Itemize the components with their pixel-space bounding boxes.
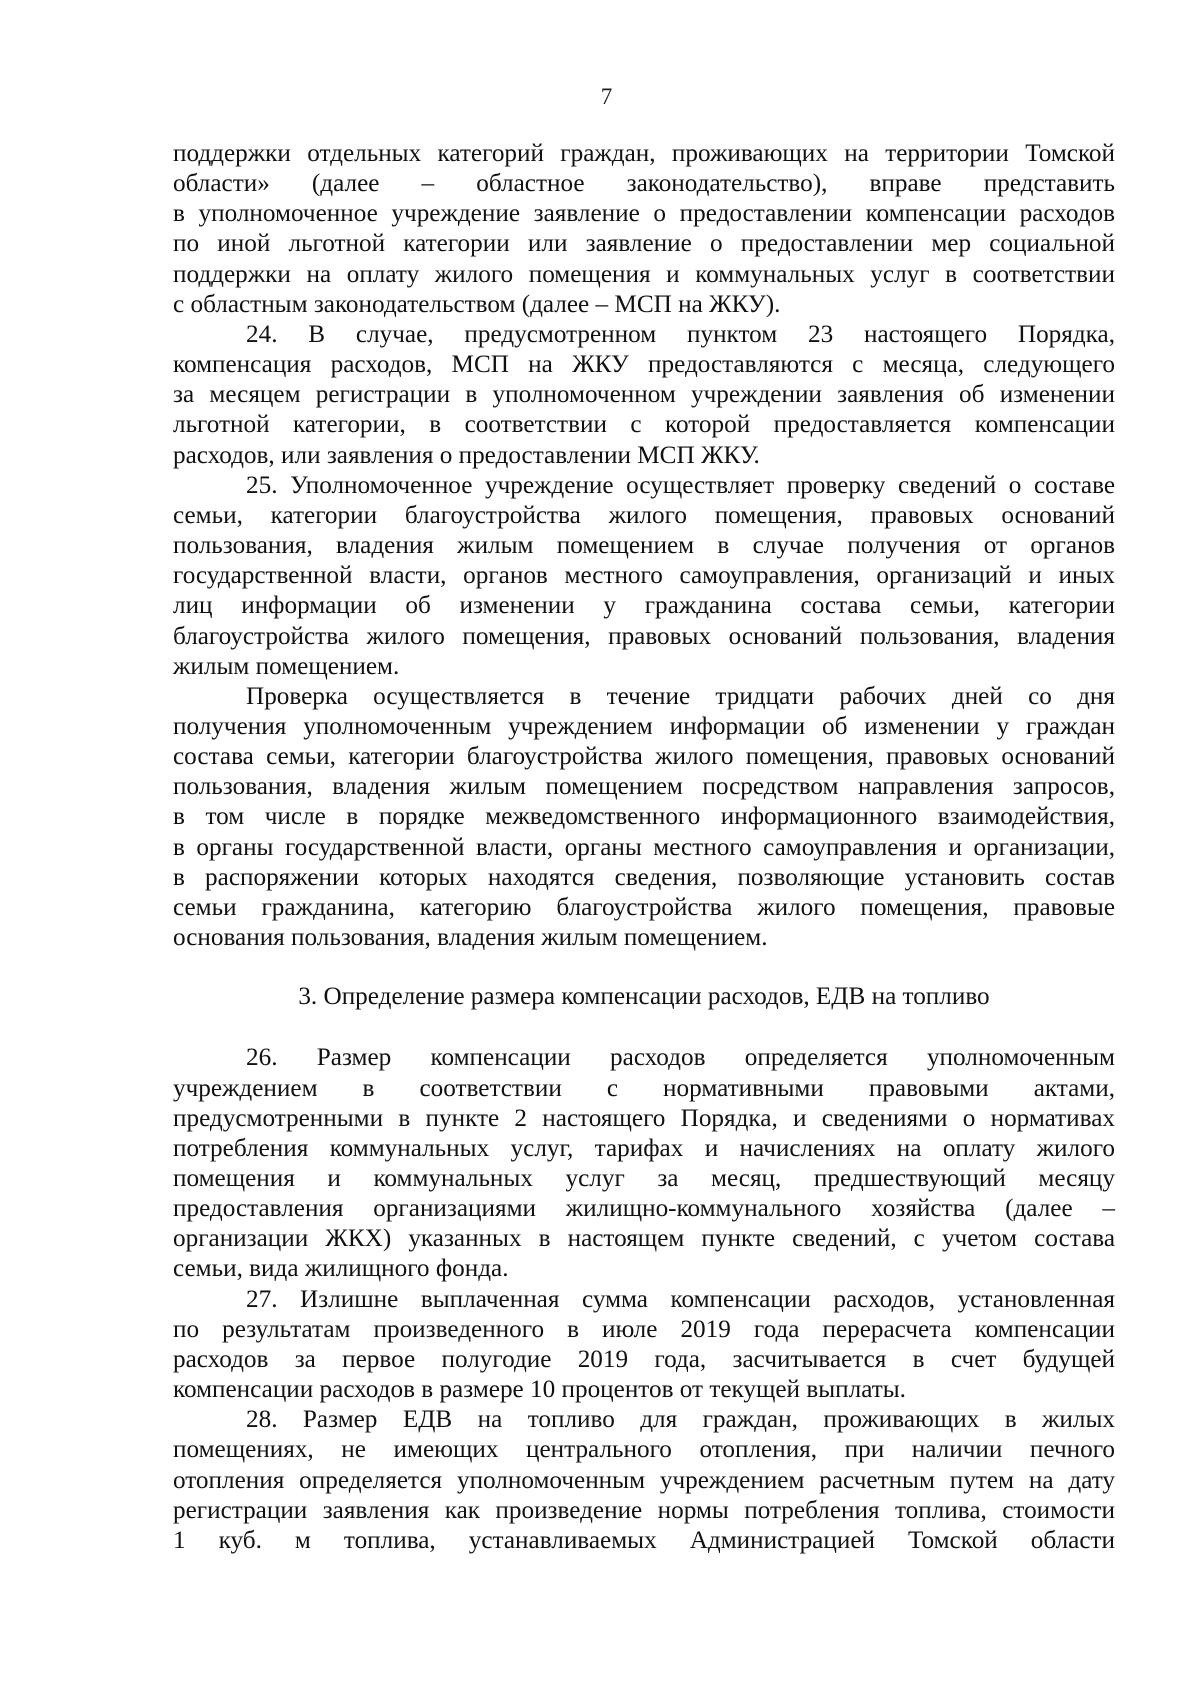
text-line: по результатам произведенного в июле 2019 года перерасчета компенсации xyxy=(173,1315,1115,1343)
text-line: Проверка осуществляется в течение тридцати рабочих дней со дня xyxy=(246,682,1115,710)
text-line: пользования, владения жилым помещением посредством направления запросов, xyxy=(173,773,1115,801)
text-line: основания пользования, владения жилым помещением. xyxy=(173,924,768,952)
text-line: 24. В случае, предусмотренном пунктом 23 настоящего Порядка, xyxy=(246,320,1115,348)
text-line: 25. Уполномоченное учреждение осуществляет проверку сведений о составе xyxy=(246,471,1115,499)
text-line: 26. Размер компенсации расходов определяется уполномоченным xyxy=(246,1044,1115,1072)
text-line: расходов за первое полугодие 2019 года, засчитывается в счет будущей xyxy=(173,1345,1115,1373)
text-line: государственной власти, органов местного самоуправления, организаций и иных xyxy=(173,562,1115,590)
text-line: компенсация расходов, МСП на ЖКУ предоставляются с месяца, следующего xyxy=(173,351,1115,379)
text-line: 1 куб. м топлива, устанавливаемых Администрацией Томской области xyxy=(173,1526,1115,1554)
text-line: 28. Размер ЕДВ на топливо для граждан, проживающих в жилых xyxy=(246,1406,1115,1434)
text-line: поддержки отдельных категорий граждан, проживающих на территории Томской xyxy=(173,140,1115,167)
text-line: предусмотренными в пункте 2 настоящего Порядка, и сведениями о нормативах xyxy=(173,1104,1115,1132)
text-line: благоустройства жилого помещения, правовых оснований пользования, владения xyxy=(173,622,1115,650)
text-line: учреждением в соответствии с нормативными правовыми актами, xyxy=(173,1074,1115,1102)
text-line: жилым помещением. xyxy=(173,652,400,680)
text-line: регистрации заявления как произведение нормы потребления топлива, стоимости xyxy=(173,1496,1115,1524)
text-line: 27. Излишне выплаченная сумма компенсации расходов, установленная xyxy=(246,1285,1115,1313)
text-line: семьи гражданина, категорию благоустройства жилого помещения, правовые xyxy=(173,893,1115,921)
text-line: по иной льготной категории или заявление о предоставлении мер социальной xyxy=(173,230,1115,258)
text-line: пользования, владения жилым помещением в случае получения от органов xyxy=(173,532,1115,560)
text-line: расходов, или заявления о предоставлении МСП ЖКУ. xyxy=(173,441,760,469)
text-line: семьи, вида жилищного фонда. xyxy=(173,1255,509,1283)
text-line: предоставления организациями жилищно-коммунального хозяйства (далее – xyxy=(173,1195,1115,1223)
text-line: отопления определяется уполномоченным учреждением расчетным путем на дату xyxy=(173,1466,1115,1494)
text-line: в органы государственной власти, органы местного самоуправления и организации, xyxy=(173,833,1115,861)
text-line: за месяцем регистрации в уполномоченном учреждении заявления об изменении xyxy=(173,381,1115,409)
text-line: области» (далее – областное законодательство), вправе представить xyxy=(173,170,1115,198)
text-line: поддержки на оплату жилого помещения и коммунальных услуг в соответствии xyxy=(173,260,1115,288)
text-line: с областным законодательством (далее – МСП на ЖКУ). xyxy=(173,290,781,318)
text-line: компенсации расходов в размере 10 процентов от текущей выплаты. xyxy=(173,1376,906,1404)
page-number: 7 xyxy=(600,84,613,109)
text-line: в уполномоченное учреждение заявление о предоставлении компенсации расходов xyxy=(173,200,1115,228)
text-line: организации ЖКХ) указанных в настоящем пункте сведений, с учетом состава xyxy=(173,1225,1115,1253)
text-line: лиц информации об изменении у гражданина состава семьи, категории xyxy=(173,592,1115,620)
document-body xyxy=(173,139,1115,1556)
text-line: помещениях, не имеющих центрального отопления, при наличии печного xyxy=(173,1436,1115,1464)
text-line: помещения и коммунальных услуг за месяц, предшествующий месяцу xyxy=(173,1165,1115,1192)
text-line: семьи, категории благоустройства жилого помещения, правовых оснований xyxy=(173,501,1115,529)
text-line: льготной категории, в соответствии с которой предоставляется компенсации xyxy=(173,411,1115,439)
text-line: получения уполномоченным учреждением информации об изменении у граждан xyxy=(173,712,1115,740)
text-line: в том числе в порядке межведомственного информационного взаимодействия, xyxy=(173,803,1115,831)
text-line: потребления коммунальных услуг, тарифах и начислениях на оплату жилого xyxy=(173,1134,1115,1162)
text-line: в распоряжении которых находятся сведения, позволяющие установить состав xyxy=(173,863,1115,891)
text-line: состава семьи, категории благоустройства жилого помещения, правовых оснований xyxy=(173,743,1115,771)
section-heading: 3. Определение размера компенсации расходов, ЕДВ на топливо xyxy=(298,983,990,1011)
